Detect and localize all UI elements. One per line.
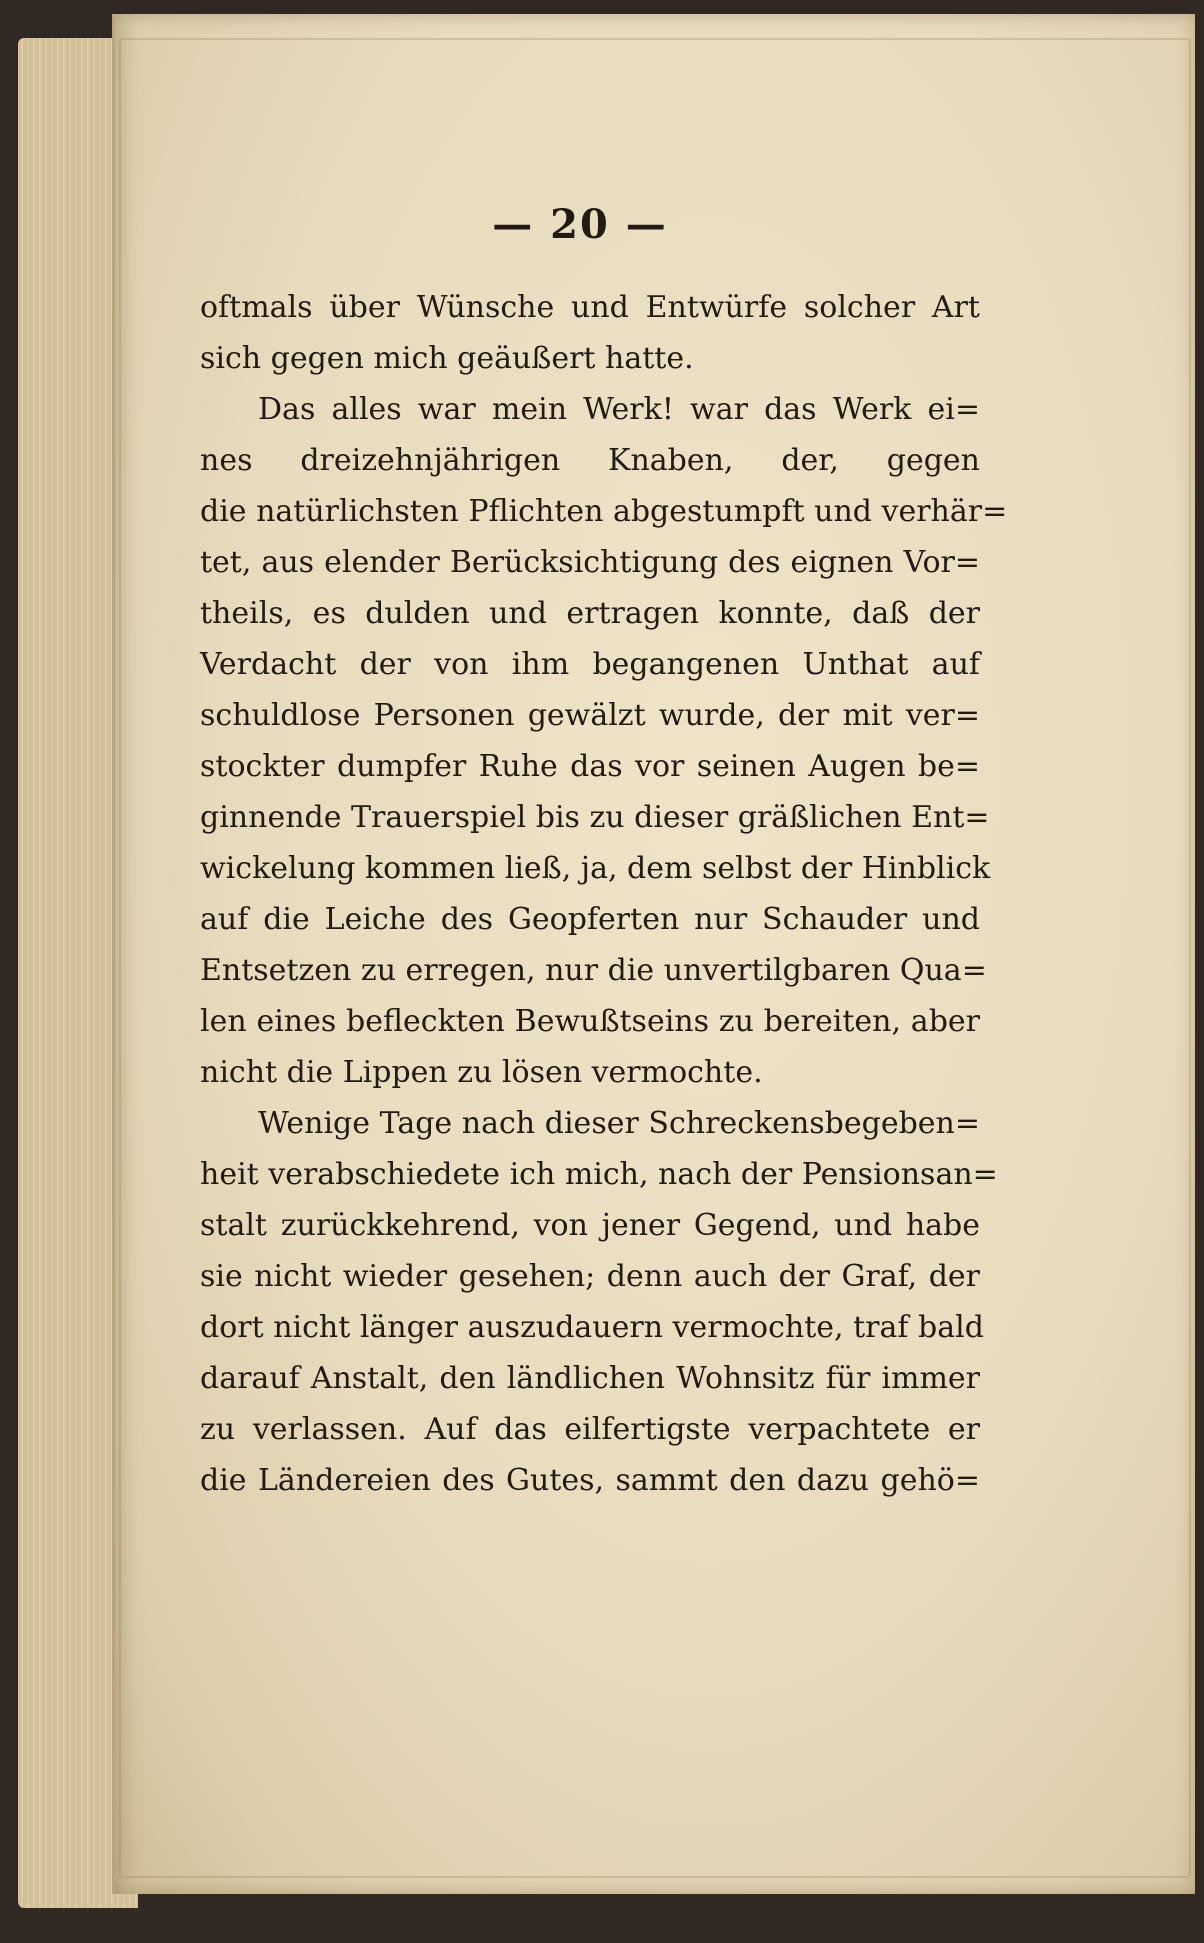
text-line: stockter dumpfer Ruhe das vor seinen Augen be= [200, 749, 980, 784]
text-line: schuldlose Personen gewälzt wurde, der mit ver= [200, 698, 980, 733]
text-line: sie nicht wieder gesehen; denn auch der Graf, der [200, 1259, 980, 1294]
text-line: len eines befleckten Bewußtseins zu bereiten, aber [200, 1004, 980, 1039]
text-line: nes dreizehnjährigen Knaben, der, gegen [200, 443, 980, 478]
page-number: — 20 — [492, 201, 668, 248]
text-line: tet, aus elender Berücksichtigung des eignen Vor= [200, 545, 980, 580]
text-line: oftmals über Wünsche und Entwürfe solcher Art [200, 290, 980, 325]
text-line: darauf Anstalt, den ländlichen Wohnsitz für immer [200, 1361, 980, 1396]
text-line: zu verlassen. Auf das eilfertigste verpachtete er [200, 1412, 980, 1447]
text-line: theils, es dulden und ertragen konnte, daß der [200, 596, 980, 631]
text-line: heit verabschiedete ich mich, nach der Pensionsan= [200, 1157, 998, 1192]
text-line: stalt zurückkehrend, von jener Gegend, und habe [200, 1208, 980, 1243]
text-line: Verdacht der von ihm begangenen Unthat auf [200, 647, 980, 682]
text-line: die natürlichsten Pflichten abgestumpft und verhär= [200, 494, 1008, 529]
text-line: Entsetzen zu erregen, nur die unvertilgbaren Qua= [200, 953, 987, 988]
text-line: ginnende Trauerspiel bis zu dieser gräßlichen Ent= [200, 800, 990, 835]
page-text-block [200, 200, 1008, 1506]
text-line: dort nicht länger auszudauern vermochte, traf bald [200, 1310, 984, 1345]
text-line: nicht die Lippen zu lösen vermochte. [200, 1055, 763, 1090]
text-line: wickelung kommen ließ, ja, dem selbst der Hinblick [200, 851, 991, 886]
text-line: die Ländereien des Gutes, sammt den dazu gehö= [200, 1463, 980, 1498]
text-line: sich gegen mich geäußert hatte. [200, 341, 694, 376]
text-line: Wenige Tage nach dieser Schreckensbegeben= [258, 1106, 980, 1141]
text-line: auf die Leiche des Geopferten nur Schauder und [200, 902, 980, 937]
text-line: Das alles war mein Werk! war das Werk ei= [258, 392, 980, 427]
